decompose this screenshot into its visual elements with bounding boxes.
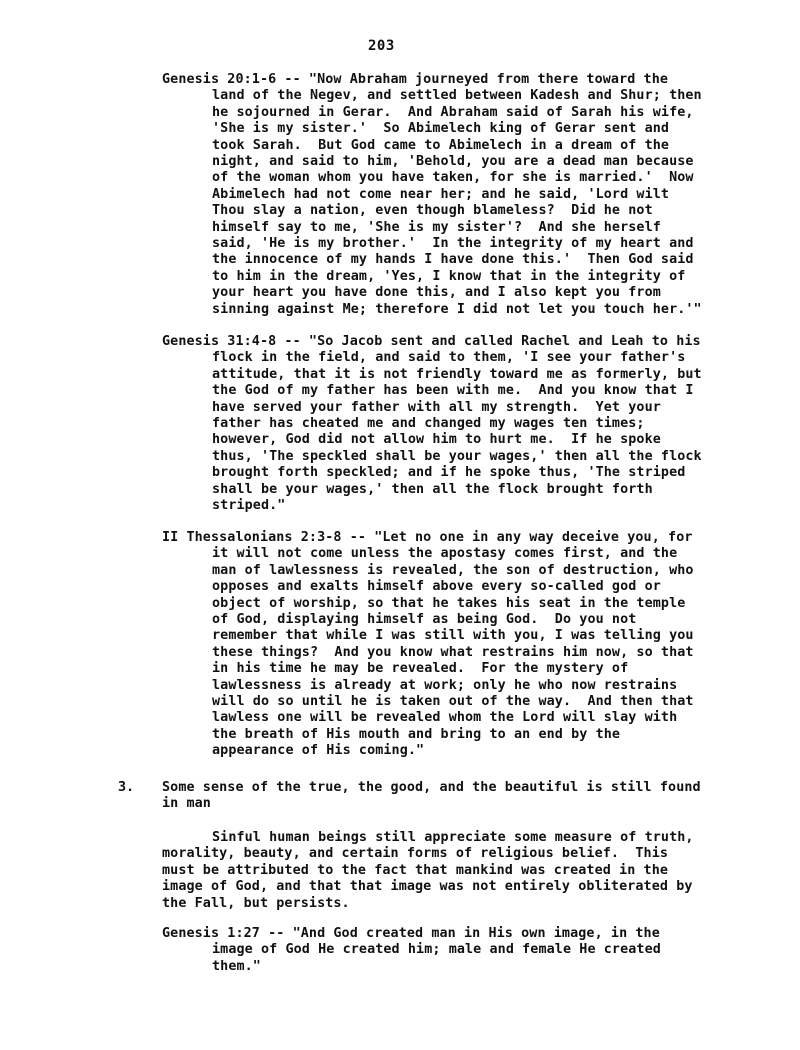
quote-line: said, 'He is my brother.' In the integrity of my heart and bbox=[212, 236, 694, 252]
quote-line: shall be your wages,' then all the flock brought forth bbox=[212, 481, 653, 497]
quote-line: Thou slay a nation, even though blameless? Did he not bbox=[212, 203, 653, 219]
quote-line: striped." bbox=[212, 498, 286, 514]
genesis-31-quote bbox=[162, 334, 707, 514]
quote-line: object of worship, so that he takes his seat in the temple bbox=[212, 595, 686, 611]
quote-line: thus, 'The speckled shall be your wages,' then all the flock bbox=[212, 448, 702, 464]
quote-line: in his time he may be revealed. For the mystery of bbox=[212, 661, 629, 677]
quote-line: the innocence of my hands I have done this.' Then God said bbox=[212, 252, 694, 268]
quote-line: man of lawlessness is revealed, the son of destruction, who bbox=[212, 562, 694, 578]
quote-line: 'She is my sister.' So Abimelech king of Gerar sent and bbox=[212, 121, 670, 137]
genesis-1-quote bbox=[162, 926, 707, 975]
quote-line: Genesis 1:27 -- "And God created man in His own image, in the bbox=[162, 926, 660, 941]
genesis-20-quote bbox=[162, 72, 707, 318]
quote-line: of the woman whom you have taken, for she is married.' Now bbox=[212, 170, 694, 186]
quote-line: land of the Negev, and settled between Kadesh and Shur; then bbox=[212, 88, 702, 104]
quote-line: sinning against Me; therefore I did not let you touch her.'" bbox=[212, 301, 702, 317]
quote-line: will do so until he is taken out of the way. And then that bbox=[212, 694, 694, 710]
quote-line: Abimelech had not come near her; and he said, 'Lord wilt bbox=[212, 186, 670, 202]
quote-line: lawlessness is already at work; only he who now restrains bbox=[212, 677, 678, 693]
section-heading bbox=[162, 780, 707, 813]
quote-line: these things? And you know what restrains him now, so that bbox=[212, 644, 694, 660]
quote-line: brought forth speckled; and if he spoke thus, 'The striped bbox=[212, 465, 686, 481]
quote-line: Genesis 31:4-8 -- "So Jacob sent and called Rachel and Leah to his bbox=[162, 334, 701, 349]
quote-line: to him in the dream, 'Yes, I know that in the integrity of bbox=[212, 268, 686, 284]
quote-line: night, and said to him, 'Behold, you are a dead man because bbox=[212, 154, 694, 170]
quote-line: it will not come unless the apostasy comes first, and the bbox=[212, 546, 678, 562]
quote-line: the breath of His mouth and bring to an end by the bbox=[212, 726, 621, 742]
quote-line: remember that while I was still with you, I was telling you bbox=[212, 628, 694, 644]
thessalonians-quote bbox=[162, 530, 707, 760]
quote-line: appearance of His coming." bbox=[212, 743, 425, 759]
quote-line: himself say to me, 'She is my sister'? And she herself bbox=[212, 219, 661, 235]
quote-line: however, God did not allow him to hurt me. If he spoke bbox=[212, 432, 661, 448]
quote-line: flock in the field, and said to them, 'I see your father's bbox=[212, 350, 686, 366]
body-paragraph bbox=[162, 830, 707, 912]
quote-line: your heart you have done this, and I also kept you from bbox=[212, 285, 661, 301]
section-heading-line: Some sense of the true, the good, and the beautiful is still found bbox=[162, 780, 701, 795]
quote-line: opposes and exalts himself above every so-called god or bbox=[212, 579, 661, 595]
quote-line: have served your father with all my strength. Yet your bbox=[212, 399, 661, 415]
quote-line: he sojourned in Gerar. And Abraham said of Sarah his wife, bbox=[212, 104, 694, 120]
quote-line: lawless one will be revealed whom the Lord will slay with bbox=[212, 710, 678, 726]
paragraph-line: must be attributed to the fact that mankind was created in the bbox=[162, 862, 669, 878]
paragraph-line: image of God, and that that image was not entirely obliterated by bbox=[162, 879, 693, 895]
paragraph-line: the Fall, but persists. bbox=[162, 895, 350, 911]
section-number: 3. bbox=[118, 780, 135, 795]
quote-line: the God of my father has been with me. And you know that I bbox=[212, 383, 694, 399]
section-heading-line: in man bbox=[162, 796, 211, 812]
quote-line: took Sarah. But God came to Abimelech in a dream of the bbox=[212, 137, 670, 153]
page-number: 203 bbox=[368, 38, 395, 54]
quote-line: Genesis 20:1-6 -- "Now Abraham journeyed from there toward the bbox=[162, 72, 669, 87]
quote-line: them." bbox=[212, 958, 261, 974]
paragraph-line: Sinful human beings still appreciate some measure of truth, bbox=[212, 830, 694, 845]
quote-line: image of God He created him; male and female He created bbox=[212, 942, 661, 958]
quote-line: II Thessalonians 2:3-8 -- "Let no one in any way deceive you, for bbox=[162, 530, 693, 545]
quote-line: attitude, that it is not friendly toward me as formerly, but bbox=[212, 366, 702, 382]
quote-line: of God, displaying himself as being God. Do you not bbox=[212, 612, 637, 628]
paragraph-line: morality, beauty, and certain forms of religious belief. This bbox=[162, 846, 669, 862]
quote-line: father has cheated me and changed my wages ten times; bbox=[212, 416, 645, 432]
